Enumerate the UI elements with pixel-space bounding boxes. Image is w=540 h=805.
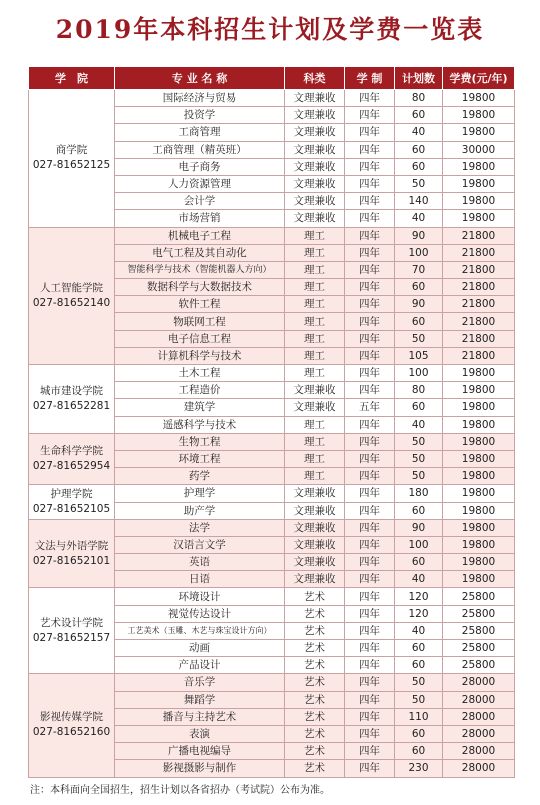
major-name-cell: 音乐学 [115,674,285,691]
duration-cell: 四年 [345,433,395,450]
category-cell: 理工 [285,313,345,330]
plan-count-cell: 90 [395,519,443,536]
plan-count-cell: 40 [395,210,443,227]
category-cell: 文理兼收 [285,485,345,502]
plan-count-cell: 50 [395,330,443,347]
category-cell: 理工 [285,347,345,364]
plan-count-cell: 50 [395,450,443,467]
plan-count-cell: 40 [395,622,443,639]
fee-cell: 19800 [443,210,515,227]
major-name-cell: 助产学 [115,502,285,519]
footnote: 注：本科面向全国招生，招生计划以各省招办（考试院）公布为准。 [30,785,330,796]
category-cell: 文理兼收 [285,107,345,124]
duration-cell: 四年 [345,674,395,691]
college-cell [29,90,115,228]
plan-count-cell: 90 [395,227,443,244]
plan-count-cell: 230 [395,760,443,777]
plan-count-cell: 50 [395,433,443,450]
plan-count-cell: 90 [395,296,443,313]
fee-cell: 19800 [443,158,515,175]
table-row [29,365,515,382]
category-cell: 文理兼收 [285,536,345,553]
fee-cell: 19800 [443,124,515,141]
college-cell [29,485,115,519]
duration-cell: 四年 [345,296,395,313]
category-cell: 艺术 [285,674,345,691]
major-name-cell: 护理学 [115,485,285,502]
college-phone: 027-81652160 [32,726,111,739]
plan-count-cell: 60 [395,554,443,571]
college-cell [29,227,115,365]
major-name-cell: 广播电视编导 [115,743,285,760]
category-cell: 理工 [285,227,345,244]
table-row [29,519,515,536]
plan-count-cell: 50 [395,691,443,708]
duration-cell: 四年 [345,244,395,261]
table-row [29,433,515,450]
fee-cell: 28000 [443,691,515,708]
plan-count-cell: 40 [395,571,443,588]
category-cell: 理工 [285,416,345,433]
duration-cell: 四年 [345,743,395,760]
table-row [29,227,515,244]
duration-cell: 四年 [345,640,395,657]
college-phone: 027-81652140 [32,296,111,309]
major-name-cell: 土木工程 [115,365,285,382]
plan-count-cell: 60 [395,141,443,158]
major-name-cell: 工艺美术（玉雕、木艺与珠宝设计方向） [115,622,285,639]
plan-count-cell: 70 [395,261,443,278]
fee-cell: 19800 [443,193,515,210]
plan-count-cell: 80 [395,90,443,107]
fee-cell: 25800 [443,657,515,674]
college-cell [29,674,115,777]
fee-cell: 19800 [443,382,515,399]
major-name-cell: 动画 [115,640,285,657]
college-name: 护理学院 [50,488,93,500]
fee-cell: 28000 [443,674,515,691]
major-name-cell: 工程造价 [115,382,285,399]
major-name-cell: 投资学 [115,107,285,124]
college-cell [29,519,115,588]
duration-cell: 四年 [345,141,395,158]
plan-count-cell: 40 [395,416,443,433]
fee-cell: 19800 [443,90,515,107]
fee-cell: 28000 [443,725,515,742]
major-name-cell: 软件工程 [115,296,285,313]
major-name-cell: 产品设计 [115,657,285,674]
fee-cell: 19800 [443,536,515,553]
plan-count-cell: 100 [395,365,443,382]
fee-cell: 21800 [443,313,515,330]
college-name: 艺术设计学院 [40,616,103,629]
duration-cell: 四年 [345,554,395,571]
college-phone: 027-81652157 [32,631,111,644]
fee-cell: 19800 [443,107,515,124]
category-cell: 文理兼收 [285,90,345,107]
major-name-cell: 智能科学与技术（智能机器人方向） [115,261,285,278]
fee-cell: 21800 [443,261,515,278]
plan-count-cell: 140 [395,193,443,210]
major-name-cell: 电子信息工程 [115,330,285,347]
category-cell: 艺术 [285,725,345,742]
duration-cell: 四年 [345,279,395,296]
fee-cell: 19800 [443,450,515,467]
fee-cell: 25800 [443,605,515,622]
plan-count-cell: 60 [395,725,443,742]
major-name-cell: 人力资源管理 [115,175,285,192]
header-duration: 学 制 [345,67,395,90]
college-name: 人工智能学院 [40,281,103,294]
duration-cell: 四年 [345,605,395,622]
category-cell: 艺术 [285,657,345,674]
duration-cell: 四年 [345,227,395,244]
duration-cell: 四年 [345,347,395,364]
fee-cell: 19800 [443,554,515,571]
category-cell: 理工 [285,261,345,278]
major-name-cell: 英语 [115,554,285,571]
plan-count-cell: 105 [395,347,443,364]
major-name-cell: 视觉传达设计 [115,605,285,622]
college-phone: 027-81652125 [32,159,111,172]
category-cell: 文理兼收 [285,124,345,141]
major-name-cell: 药学 [115,468,285,485]
table-header-row [29,67,515,90]
college-phone: 027-81652281 [32,399,111,412]
major-name-cell: 舞蹈学 [115,691,285,708]
major-name-cell: 电气工程及其自动化 [115,244,285,261]
plan-count-cell: 60 [395,502,443,519]
plan-count-cell: 120 [395,605,443,622]
major-name-cell: 生物工程 [115,433,285,450]
major-name-cell: 市场营销 [115,210,285,227]
major-name-cell: 国际经济与贸易 [115,90,285,107]
duration-cell: 四年 [345,313,395,330]
category-cell: 理工 [285,279,345,296]
college-name: 文法与外语学院 [34,539,109,552]
college-name: 城市建设学院 [40,384,103,397]
fee-cell: 19800 [443,365,515,382]
duration-cell: 五年 [345,399,395,416]
major-name-cell: 电子商务 [115,158,285,175]
duration-cell: 四年 [345,175,395,192]
major-name-cell: 法学 [115,519,285,536]
plan-count-cell: 110 [395,708,443,725]
plan-count-cell: 80 [395,382,443,399]
major-name-cell: 日语 [115,571,285,588]
college-name: 商学院 [55,144,88,157]
category-cell: 文理兼收 [285,519,345,536]
college-cell [29,433,115,485]
fee-cell: 30000 [443,141,515,158]
plan-count-cell: 40 [395,124,443,141]
fee-cell: 25800 [443,622,515,639]
category-cell: 文理兼收 [285,158,345,175]
duration-cell: 四年 [345,261,395,278]
table-body [29,90,515,778]
category-cell: 文理兼收 [285,399,345,416]
plan-count-cell: 50 [395,175,443,192]
table-row [29,90,515,107]
plan-count-cell: 60 [395,640,443,657]
duration-cell: 四年 [345,416,395,433]
plan-count-cell: 60 [395,279,443,296]
duration-cell: 四年 [345,622,395,639]
table-row [29,588,515,605]
plan-count-cell: 50 [395,468,443,485]
duration-cell: 四年 [345,725,395,742]
college-phone: 027-81652101 [32,554,111,567]
category-cell: 艺术 [285,760,345,777]
plan-count-cell: 60 [395,657,443,674]
category-cell: 艺术 [285,605,345,622]
plan-count-cell: 60 [395,313,443,330]
category-cell: 理工 [285,365,345,382]
category-cell: 理工 [285,330,345,347]
plan-count-cell: 180 [395,485,443,502]
fee-cell: 19800 [443,571,515,588]
header-major: 专 业 名 称 [115,67,285,90]
category-cell: 艺术 [285,691,345,708]
college-name: 生命科学学院 [40,445,103,458]
category-cell: 艺术 [285,743,345,760]
fee-cell: 21800 [443,296,515,313]
category-cell: 艺术 [285,622,345,639]
duration-cell: 四年 [345,124,395,141]
category-cell: 艺术 [285,640,345,657]
major-name-cell: 遥感科学与技术 [115,416,285,433]
duration-cell: 四年 [345,365,395,382]
header-category: 科类 [285,67,345,90]
major-name-cell: 表演 [115,725,285,742]
fee-cell: 19800 [443,399,515,416]
category-cell: 理工 [285,296,345,313]
major-name-cell: 建筑学 [115,399,285,416]
duration-cell: 四年 [345,450,395,467]
major-name-cell: 影视摄影与制作 [115,760,285,777]
duration-cell: 四年 [345,468,395,485]
major-name-cell: 播音与主持艺术 [115,708,285,725]
category-cell: 文理兼收 [285,193,345,210]
plan-count-cell: 60 [395,107,443,124]
major-name-cell: 汉语言文学 [115,536,285,553]
fee-cell: 19800 [443,468,515,485]
major-name-cell: 会计学 [115,193,285,210]
major-name-cell: 计算机科学与技术 [115,347,285,364]
duration-cell: 四年 [345,193,395,210]
duration-cell: 四年 [345,210,395,227]
plan-count-cell: 60 [395,158,443,175]
college-name: 影视传媒学院 [40,711,103,724]
fee-cell: 21800 [443,279,515,296]
duration-cell: 四年 [345,90,395,107]
college-phone: 027-81652954 [32,460,111,473]
table-row [29,485,515,502]
category-cell: 文理兼收 [285,175,345,192]
category-cell: 文理兼收 [285,502,345,519]
fee-cell: 21800 [443,244,515,261]
college-cell [29,365,115,434]
college-phone: 027-81652105 [32,503,111,515]
header-college: 学 院 [29,67,115,90]
college-cell [29,588,115,674]
duration-cell: 四年 [345,571,395,588]
fee-cell: 25800 [443,588,515,605]
major-name-cell: 机械电子工程 [115,227,285,244]
duration-cell: 四年 [345,158,395,175]
duration-cell: 四年 [345,691,395,708]
fee-cell: 19800 [443,433,515,450]
major-name-cell: 环境工程 [115,450,285,467]
duration-cell: 四年 [345,657,395,674]
header-plan: 计划数 [395,67,443,90]
duration-cell: 四年 [345,536,395,553]
fee-cell: 19800 [443,502,515,519]
fee-cell: 19800 [443,485,515,502]
major-name-cell: 环境设计 [115,588,285,605]
duration-cell: 四年 [345,588,395,605]
fee-cell: 19800 [443,416,515,433]
fee-cell: 28000 [443,743,515,760]
duration-cell: 四年 [345,519,395,536]
header-fee: 学费(元/年) [443,67,515,90]
duration-cell: 四年 [345,708,395,725]
category-cell: 理工 [285,450,345,467]
plan-count-cell: 50 [395,674,443,691]
category-cell: 文理兼收 [285,210,345,227]
category-cell: 理工 [285,468,345,485]
category-cell: 艺术 [285,588,345,605]
plan-count-cell: 100 [395,536,443,553]
duration-cell: 四年 [345,330,395,347]
plan-count-cell: 100 [395,244,443,261]
duration-cell: 四年 [345,485,395,502]
fee-cell: 21800 [443,330,515,347]
category-cell: 文理兼收 [285,141,345,158]
category-cell: 文理兼收 [285,571,345,588]
duration-cell: 四年 [345,382,395,399]
fee-cell: 28000 [443,760,515,777]
plan-count-cell: 60 [395,399,443,416]
major-name-cell: 物联网工程 [115,313,285,330]
enrollment-fee-table [28,66,515,778]
duration-cell: 四年 [345,502,395,519]
category-cell: 理工 [285,433,345,450]
fee-cell: 25800 [443,640,515,657]
major-name-cell: 工商管理（精英班） [115,141,285,158]
plan-count-cell: 120 [395,588,443,605]
fee-cell: 21800 [443,227,515,244]
plan-count-cell: 60 [395,743,443,760]
table-row [29,674,515,691]
category-cell: 文理兼收 [285,554,345,571]
fee-cell: 19800 [443,175,515,192]
major-name-cell: 数据科学与大数据技术 [115,279,285,296]
duration-cell: 四年 [345,107,395,124]
duration-cell: 四年 [345,760,395,777]
category-cell: 文理兼收 [285,382,345,399]
page-title: 2019年本科招生计划及学费一览表 [55,15,485,44]
major-name-cell: 工商管理 [115,124,285,141]
fee-cell: 21800 [443,347,515,364]
fee-cell: 28000 [443,708,515,725]
category-cell: 艺术 [285,708,345,725]
fee-cell: 19800 [443,519,515,536]
category-cell: 理工 [285,244,345,261]
